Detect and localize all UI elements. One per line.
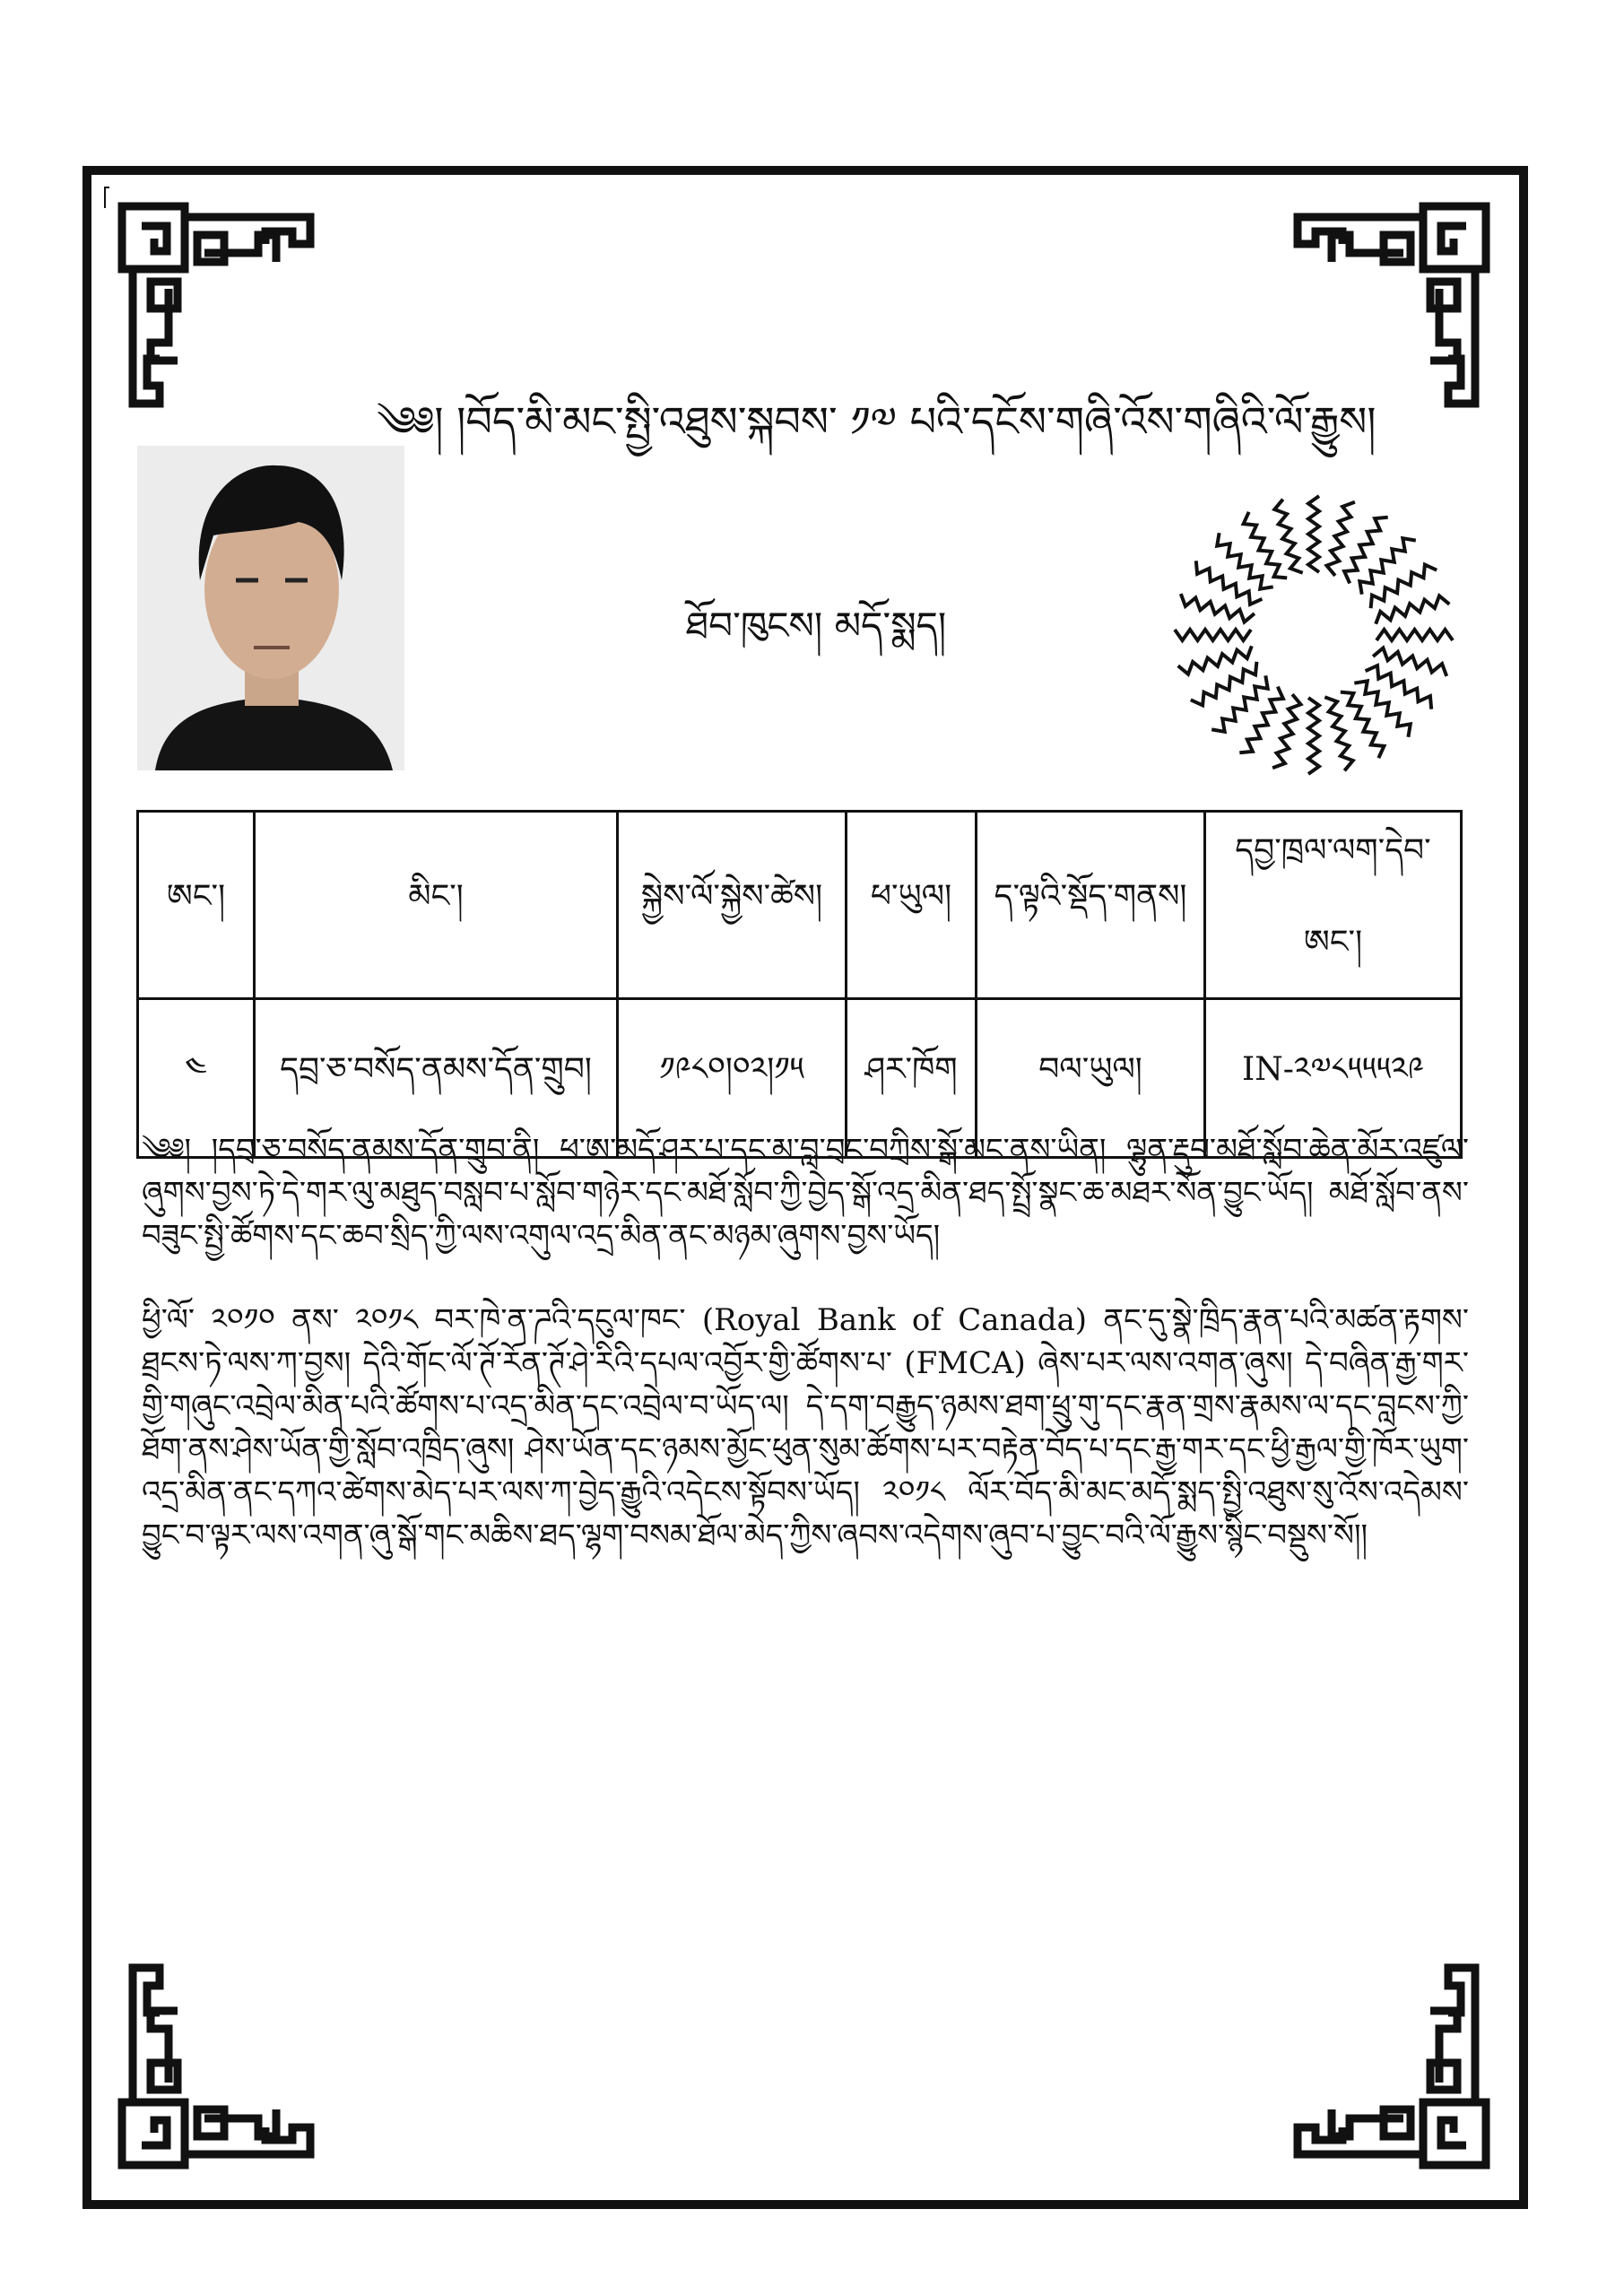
sun-ray: [1327, 502, 1355, 576]
cell-number: ༤: [138, 999, 255, 1158]
candidate-info-table: [136, 810, 1463, 1159]
biography-paragraph-2: ཕྱི་ལོ་ ༢༠༡༠ ནས་ ༢༠༡༨ བར་ཁེ་ན་ཌའི་དངུལ་ཁང་ (Royal Bank of Canada) ནང་དུ་སྣེ་ཁྲིད་རྣན་པའི་མཚན་རྟགས་ཐྲངས་ཏེ་ལས་ཀ་བྱས། དེའི་གོང་ལོ་ཊོ་རོན་ཊོ་ཤེ་རིའི་དཔལ་འབྱོར་གྱི་ཚོགས་པ་ (FMCA) ཞེས་པར་ལས་འགན་ཞུས། དེ་བཞིན་རྒྱ་གར་གྱི་གཞུང་འབྲེལ་མིན་པའི་ཚོགས་པ་འདྲ་མིན་དང་འབྲེལ་བ་ཡོད་ལ། དེ་དག་བརྒྱུད་ཉམས་ཐག་ཕྲུ་གུ་དང་རྣན་གྲས་རྣམས་ལ་དང་བླངས་ཀྱི་ཐོག་ནས་ཤེས་ཡོན་གྱི་སློབ་འཁྲིད་ཞུས། ཤེས་ཡོན་དང་ཉམས་མྱོང་ཕུན་སུམ་ཚོགས་པར་བརྟེན་བོད་པ་དང་རྒྱ་གར་དང་ཕྱི་རྒྱལ་གྱི་ཁོར་ཡུག་འདྲ་མིན་ནང་དཀའ་ཚེགས་མེད་པར་ལས་ཀ་བྱེད་རྒྱུའི་འདེངས་སྟོབས་ཡོད། ༢༠༡༨ ལོར་བོད་མི་མང་མདོ་སྨད་སྤྱི་འཐུས་སུ་འོས་འདེམས་བྱུང་བ་ལྟར་ལས་འགན་ཞུ་སྒོ་གང་མཆིས་ཐད་ལྷག་བསམ་ཐོལ་མེད་ཀྱིས་ཞབས་འདེགས་ཞུབ་པ་བྱུང་བའི་ལོ་རྒྱུས་སྙིང་བསྡུས་སོ།།: [142, 1302, 1469, 1553]
sun-ray: [1376, 596, 1449, 623]
cell-green-book-number: IN-༢༧༨༥༥༥༢༩: [1205, 999, 1462, 1158]
sun-ray: [1324, 697, 1352, 770]
corner-ornament-top-left: [115, 199, 330, 423]
sun-ray: [1373, 648, 1446, 676]
corner-ornament-bottom-right: [1278, 1948, 1493, 2172]
sun-ray: [1376, 630, 1453, 640]
sun-ray: [1272, 694, 1300, 768]
sun-ray: [1308, 496, 1319, 572]
cell-current-residence: བལ་ཡུལ།: [977, 999, 1205, 1158]
candidate-origin-label: ཐོབ་ཁུངས། མདོ་སྨད།: [685, 604, 947, 648]
sun-ray: [1175, 630, 1251, 640]
document-title: ༄༅། །བོད་མི་མང་སྤྱི་འཐུས་སྐབས་ ༡༧ པའི་དངོས་གཞི་འོས་གཞིའི་ལོ་རྒྱུས།: [377, 397, 1376, 446]
sun-ray: [1308, 698, 1319, 774]
header-hometown: ཕ་ཡུལ།: [847, 812, 977, 999]
biography-paragraph-1: ༄༅། །དབྲ་ཅ་བསོད་ནམས་དོན་གྲུབ་ནི། ཕ་ཨ་མདོ་ཤར་པ་དང་མ་བླ་བྲང་བཀྲིས་སྒོ་མང་ནས་ཡིན། ལྷུན་རྡུབ་མཐོ་སློབ་ཆེན་མོར་འཛུལ་ཞུགས་བྱས་ཏེ་དེ་གར་ལུ་མཐུད་བསླབ་པ་སློབ་གཉེར་དང་མཐོ་སློབ་ཀྱི་བྱེད་སྒོ་འདྲ་མིན་ཐད་སྤྲོ་སྣང་ཆ་མཐར་སོན་བྱུང་ཡོད། མཐོ་སློབ་ནས་བཟུང་སྤྱི་ཚོགས་དང་ཆབ་སྲིད་ཀྱི་ལས་འགུལ་འདྲ་མིན་ནང་མཉམ་ཞུགས་བྱས་ཡོད།: [142, 1132, 1469, 1254]
cell-name: དབྲ་ཅ་བསོད་ནམས་དོན་གྲུབ།: [255, 999, 618, 1158]
header-current-residence: ད་ལྟའི་སྡོད་གནས།: [977, 812, 1205, 999]
header-birth-date: སྐྱེས་ལོ་སྐྱེས་ཚེས།: [618, 812, 847, 999]
header-number: ཨང་།: [138, 812, 255, 999]
cell-hometown: ཤར་ཁོག: [847, 999, 977, 1158]
sun-emblem: [1170, 491, 1457, 778]
sun-ray: [1181, 594, 1255, 622]
table-header-row: [138, 812, 1462, 999]
sun-ray: [1274, 500, 1302, 573]
header-green-book-number: དབྱ་ཁྲལ་ལག་དེབ་ཨང་།: [1205, 812, 1462, 999]
corner-ornament-top-right: [1278, 199, 1493, 423]
sun-ray: [1178, 646, 1252, 674]
cell-birth-date: ༡༩༨༠།༠༢།༡༥: [618, 999, 847, 1158]
header-name: མིང་།: [255, 812, 618, 999]
corner-ornament-bottom-left: [115, 1948, 330, 2172]
candidate-photo: [137, 446, 404, 770]
corner-mark: [104, 187, 109, 208]
